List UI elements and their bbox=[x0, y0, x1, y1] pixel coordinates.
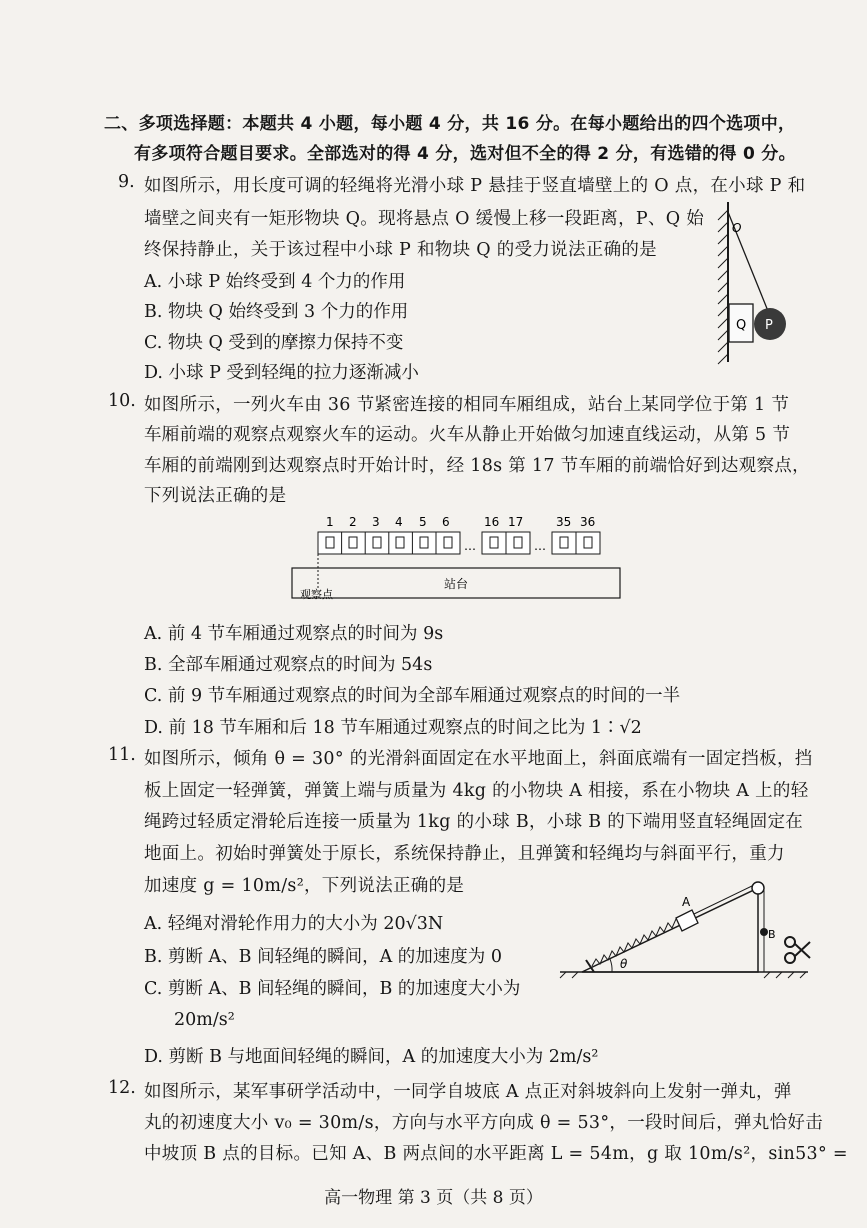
question-10-stem-line4: 下列说法正确的是 bbox=[144, 486, 287, 506]
question-11-number: 11. bbox=[108, 745, 136, 765]
car-number: 36 bbox=[580, 515, 596, 529]
question-9-stem-line1: 如图所示，用长度可调的轻绳将光滑小球 P 悬挂于竖直墙壁上的 O 点，在小球 P 和 bbox=[144, 176, 806, 196]
question-12-stem-line3: 中坡顶 B 点的目标。已知 A、B 两点间的水平距离 L = 54m，g 取 10m/s²，sin53° = bbox=[144, 1144, 848, 1164]
question-10-number: 10. bbox=[108, 391, 136, 411]
question-11-stem-line3: 绳跨过轻质定滑轮后连接一质量为 1kg 的小球 B，小球 B 的下端用竖直轻绳固定在 bbox=[144, 812, 804, 832]
page-footer: 高一物理 第 3 页（共 8 页） bbox=[324, 1188, 543, 1208]
car-number: 3 bbox=[372, 515, 380, 529]
label-p: P bbox=[765, 318, 773, 333]
car-number: 2 bbox=[349, 515, 357, 529]
observer-label: 观察点 bbox=[300, 588, 333, 601]
car-number: 17 bbox=[508, 515, 524, 529]
car-number: 4 bbox=[395, 515, 403, 529]
question-10-stem-line1: 如图所示，一列火车由 36 节紧密连接的相同车厢组成，站台上某同学位于第 1 节 bbox=[144, 395, 790, 415]
question-9-number: 9. bbox=[118, 172, 135, 192]
ground-hatching bbox=[560, 972, 806, 978]
question-9-option-b: B. 物块 Q 始终受到 3 个力的作用 bbox=[144, 302, 409, 322]
question-11-stem-line5: 加速度 g = 10m/s²，下列说法正确的是 bbox=[144, 876, 465, 896]
car-number: 5 bbox=[419, 515, 427, 529]
question-10-option-d: D. 前 18 节车厢和后 18 节车厢通过观察点的时间之比为 1∶√2 bbox=[144, 718, 642, 738]
question-9-figure bbox=[708, 198, 798, 370]
car-number: 6 bbox=[442, 515, 450, 529]
question-11-option-c-cont: 20m/s² bbox=[174, 1010, 235, 1030]
section-header-line1: 二、多项选择题：本题共 4 小题，每小题 4 分，共 16 分。在每小题给出的四个选项中， bbox=[104, 114, 796, 134]
ellipsis: … bbox=[464, 539, 476, 553]
label-o: O bbox=[732, 221, 742, 235]
platform-label: 站台 bbox=[444, 577, 469, 591]
question-12-stem-line1: 如图所示，某军事研学活动中，一同学自坡底 A 点正对斜坡斜向上发射一弹丸，弹 bbox=[144, 1082, 792, 1102]
rope-a bbox=[694, 885, 754, 914]
question-10-stem-line3: 车厢的前端刚到达观察点时开始计时，经 18s 第 17 节车厢的前端恰好到达观察点， bbox=[144, 456, 810, 476]
scissors-icon bbox=[785, 937, 810, 963]
section-header-line2: 有多项符合题目要求。全部选对的得 4 分，选对但不全的得 2 分，有选错的得 0 分。 bbox=[134, 144, 796, 164]
question-11-stem-line4: 地面上。初始时弹簧处于原长，系统保持静止，且弹簧和轻绳均与斜面平行，重力 bbox=[144, 844, 785, 864]
car-number: 16 bbox=[484, 515, 500, 529]
car-number: 35 bbox=[556, 515, 572, 529]
pulley bbox=[752, 882, 764, 894]
question-11-option-d: D. 剪断 B 与地面间轻绳的瞬间，A 的加速度大小为 2m/s² bbox=[144, 1047, 599, 1067]
question-9-stem-line2: 墙壁之间夹有一矩形物块 Q。现将悬点 O 缓慢上移一段距离，P、Q 始 bbox=[144, 209, 705, 229]
question-11-option-b: B. 剪断 A、B 间轻绳的瞬间，A 的加速度为 0 bbox=[144, 947, 503, 967]
ball-b bbox=[760, 928, 768, 936]
angle-arc bbox=[610, 959, 612, 972]
question-10-option-c: C. 前 9 节车厢通过观察点的时间为全部车厢通过观察点的时间的一半 bbox=[144, 686, 681, 706]
label-a: A bbox=[682, 895, 691, 909]
car-numbers bbox=[326, 515, 595, 529]
question-9-option-d: D. 小球 P 受到轻绳的拉力逐渐减小 bbox=[144, 363, 419, 383]
question-9-stem-line3: 终保持静止，关于该过程中小球 P 和物块 Q 的受力说法正确的是 bbox=[144, 240, 657, 260]
spring bbox=[592, 919, 676, 966]
wall-hatching bbox=[718, 210, 728, 364]
question-9-option-c: C. 物块 Q 受到的摩擦力保持不变 bbox=[144, 333, 404, 353]
train-cars bbox=[318, 532, 600, 554]
label-theta: θ bbox=[620, 957, 628, 971]
question-12-number: 12. bbox=[108, 1078, 136, 1098]
question-11-stem-line1: 如图所示，倾角 θ = 30° 的光滑斜面固定在水平地面上，斜面底端有一固定挡板，挡 bbox=[144, 749, 813, 769]
label-q: Q bbox=[736, 318, 747, 333]
question-10-option-b: B. 全部车厢通过观察点的时间为 54s bbox=[144, 655, 433, 675]
car-number: 1 bbox=[326, 515, 334, 529]
question-11-option-c: C. 剪断 A、B 间轻绳的瞬间，B 的加速度大小为 bbox=[144, 979, 521, 999]
question-12-stem-line2: 丸的初速度大小 v₀ = 30m/s，方向与水平方向成 θ = 53°，一段时间后，弹丸恰好击 bbox=[144, 1113, 823, 1133]
question-10-figure bbox=[288, 508, 624, 604]
question-9-option-a: A. 小球 P 始终受到 4 个力的作用 bbox=[144, 272, 406, 292]
question-11-stem-line2: 板上固定一轻弹簧，弹簧上端与质量为 4kg 的小物块 A 相接，系在小物块 A 上的轻 bbox=[144, 781, 809, 801]
question-10-stem-line2: 车厢前端的观察点观察火车的运动。火车从静止开始做匀加速直线运动，从第 5 节 bbox=[144, 425, 791, 445]
ellipsis: … bbox=[534, 539, 546, 553]
question-10-option-a: A. 前 4 节车厢通过观察点的时间为 9s bbox=[144, 624, 444, 644]
question-11-option-a: A. 轻绳对滑轮作用力的大小为 20√3N bbox=[144, 914, 444, 934]
question-11-figure bbox=[556, 868, 816, 980]
label-b: B bbox=[768, 928, 776, 941]
